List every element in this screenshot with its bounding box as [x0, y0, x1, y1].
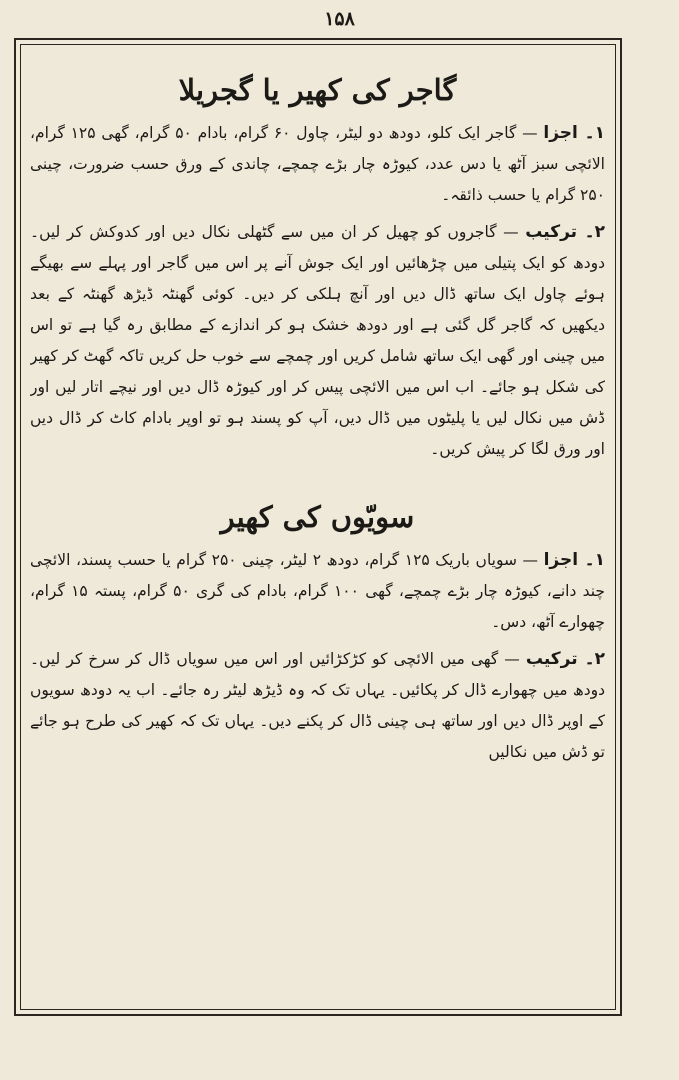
- page-number: ۱۵۸: [324, 8, 355, 30]
- recipe-title-vermicelli-kheer: سویّوں کی کھیر: [220, 500, 415, 534]
- method-label: ۲۔ ترکیب: [525, 222, 605, 242]
- page-content: [30, 60, 605, 1000]
- ingredients-label: ۱۔ اجزا: [543, 123, 605, 143]
- ingredients-text: — سویاں باریک ۱۲۵ گرام، دودھ ۲ لیٹر، چینی ۲۵۰ گرام یا حسب پسند، الائچی چند دانے، کیوڑہ چار بڑے چمچے، گھی ۱۰۰ گرام، بادام کی گری ۵۰ گرام، پستہ ۱۵ گرام، چھوارے آٹھ، دس۔: [30, 551, 605, 631]
- ingredients-paragraph: [30, 545, 605, 638]
- method-text: — گاجروں کو چھیل کر ان میں سے گٹھلی نکال دیں اور کدوکش کر لیں۔ دودھ کو ایک پتیلی میں چڑھائیں اور ایک جوش آنے پر اس میں گاجر اور پہلے سے بھیگے ہوئے چاول ایک ساتھ ڈال دیں اور آنچ ہلکی کر دیں۔ کوئی گھنٹہ ڈیڑھ گھنٹہ کے بعد دیکھیں کہ گاجر گل گئی ہے اور دودھ خشک ہو کر اندازے کے مطابق رہ گیا ہے تو اس میں چینی اور گھی ایک ساتھ شامل کریں اور چمچے سے خوب حل کریں تاکہ گھٹ کر کھیر کی شکل ہو جائے۔ اب اس میں الائچی پیس کر اور کیوڑہ ڈال دیں اور نیچے اتار لیں اور ڈش میں نکال لیں یا پلیٹوں میں ڈال دیں، آپ کو پسند ہو تو اوپر بادام کاٹ کر ڈال دیں اور ورق لگا کر پیش کریں۔: [30, 223, 605, 458]
- method-text: — گھی میں الائچی کو کڑکڑائیں اور اس میں سویاں ڈال کر سرخ کر لیں۔ دودھ میں چھوارے ڈال کر پکائیں۔ یہاں تک کہ وہ ڈیڑھ لیٹر رہ جائے۔ اب یہ دودھ سویوں کے اوپر ڈال دیں اور ساتھ ہی چینی ڈال کر پکنے دیں۔ یہاں تک کہ کھیر کی طرح ہو جائے تو ڈش میں نکالیں: [30, 650, 605, 761]
- method-label: ۲۔ ترکیب: [525, 649, 605, 669]
- recipe-title-carrot-kheer: گاجر کی کھیر یا گجریلا: [178, 73, 457, 107]
- ingredients-text: — گاجر ایک کلو، دودھ دو لیٹر، چاول ۶۰ گرام، بادام ۵۰ گرام، گھی ۱۲۵ گرام، الائچی سبز آٹھ یا دس عدد، کیوڑہ چار بڑے چمچے، چاندی کے ورق حسب ضرورت، چینی ۲۵۰ گرام یا حسب ذائقہ۔: [30, 124, 605, 204]
- ingredients-paragraph: [30, 118, 605, 211]
- method-paragraph: [30, 644, 605, 768]
- method-paragraph: [30, 217, 605, 465]
- ingredients-label: ۱۔ اجزا: [543, 550, 605, 570]
